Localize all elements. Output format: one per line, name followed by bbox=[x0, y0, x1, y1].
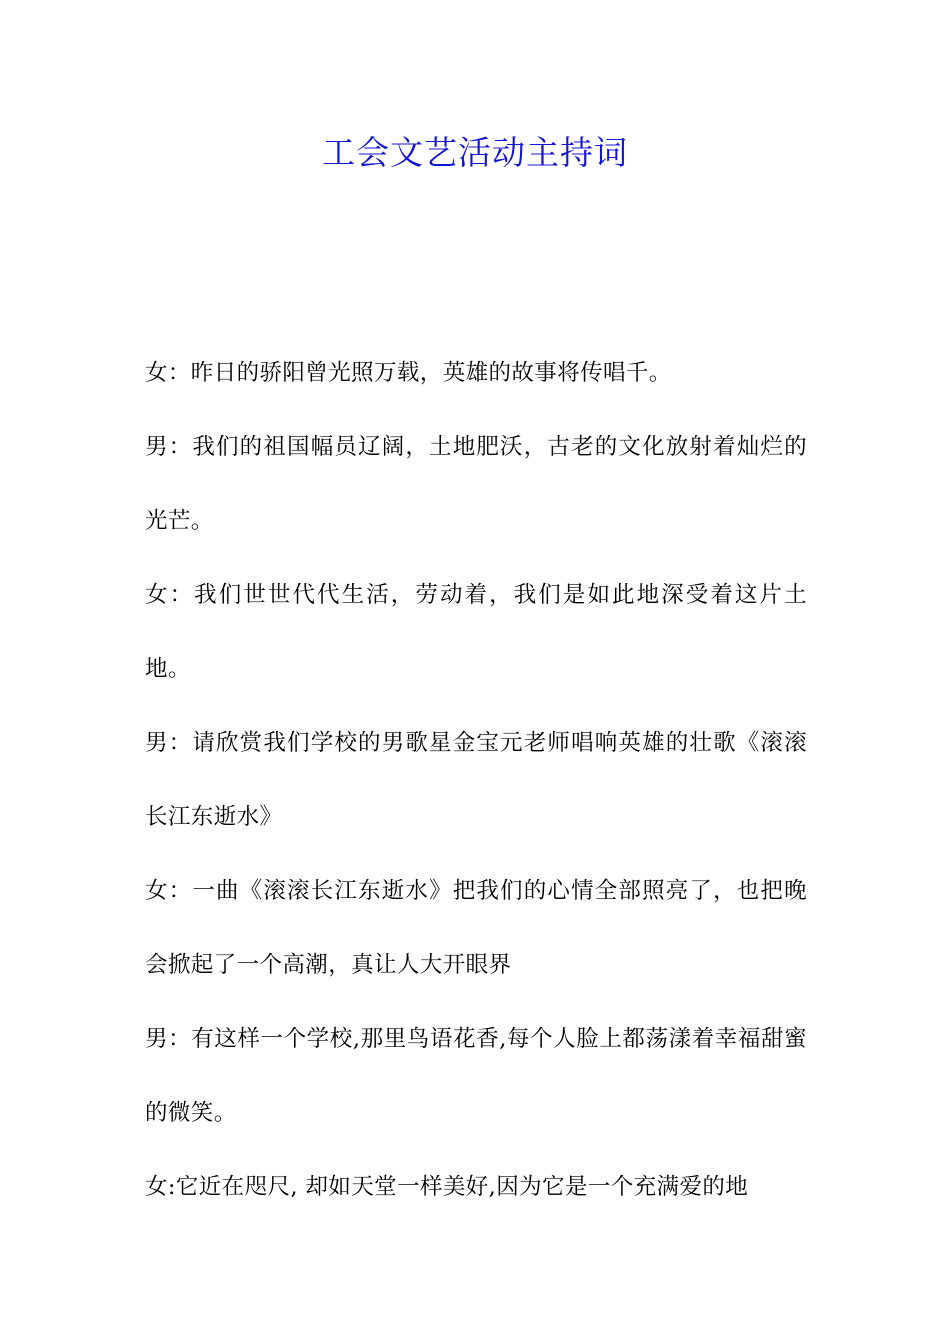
paragraph-7: 女:它近在咫尺, 却如天堂一样美好,因为它是一个充满爱的地 bbox=[145, 1174, 749, 1200]
paragraph-1: 女：昨日的骄阳曾光照万载，英雄的故事将传唱千。 bbox=[145, 360, 672, 386]
document-title: 工会文艺活动主持词 bbox=[322, 133, 628, 172]
paragraph-3: 女：我们世世代代生活，劳动着，我们是如此地深受着这片土地。 bbox=[145, 582, 807, 682]
document-body bbox=[145, 336, 807, 1224]
paragraph-5: 女：一曲《滚滚长江东逝水》把我们的心情全部照亮了，也把晚会掀起了一个高潮，真让人大开眼界 bbox=[145, 878, 807, 978]
paragraph-6: 男：有这样一个学校,那里鸟语花香,每个人脸上都荡漾着幸福甜蜜的微笑。 bbox=[145, 1026, 807, 1126]
paragraph-4: 男：请欣赏我们学校的男歌星金宝元老师唱响英雄的壮歌《滚滚长江东逝水》 bbox=[145, 730, 807, 830]
paragraph-2: 男：我们的祖国幅员辽阔，土地肥沃，古老的文化放射着灿烂的光芒。 bbox=[145, 434, 807, 534]
